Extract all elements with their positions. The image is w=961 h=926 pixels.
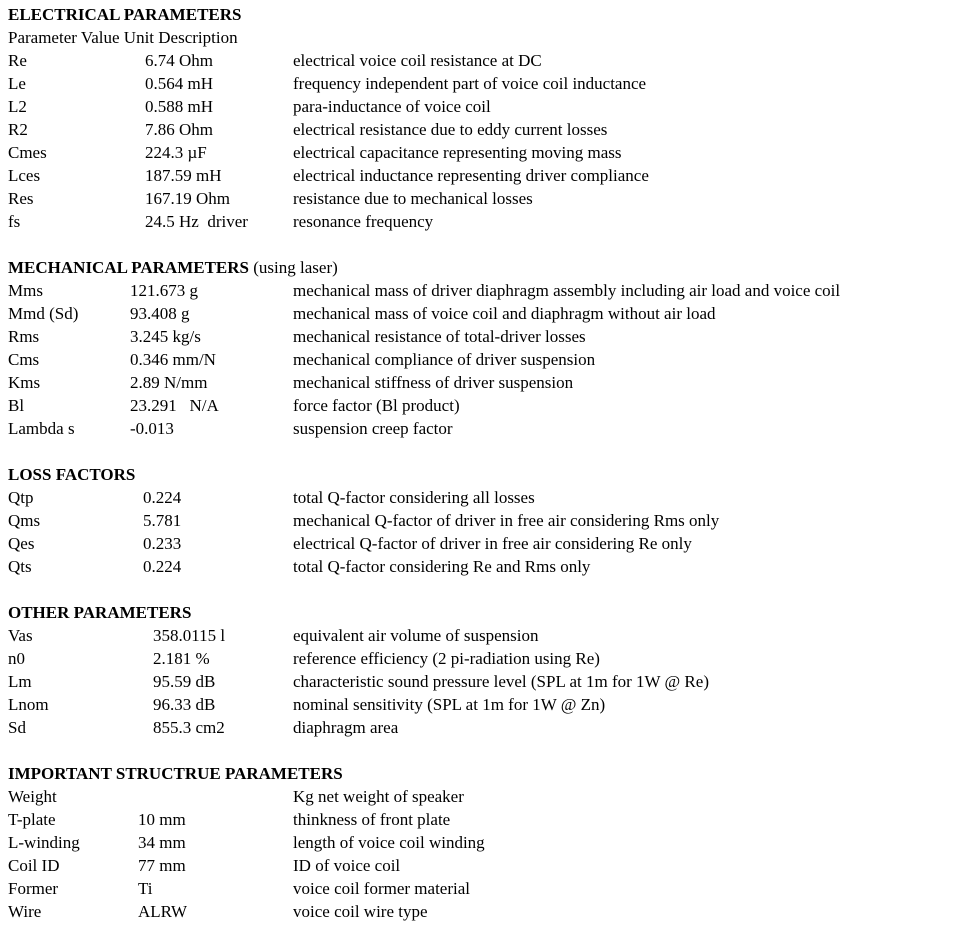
- parameter-value: 2.181 %: [153, 649, 210, 668]
- parameter-name: Bl: [8, 396, 25, 415]
- parameter-name: Lnom: [8, 695, 49, 714]
- parameter-description: mechanical mass of voice coil and diaphragm without air load: [293, 304, 716, 323]
- parameter-name: R2: [8, 120, 28, 139]
- parameter-value: 93.408 g: [130, 304, 190, 323]
- parameter-value: 10 mm: [138, 810, 186, 829]
- parameter-section: [8, 3, 961, 233]
- parameter-value: 34 mm: [138, 833, 186, 852]
- parameter-row: [8, 348, 961, 371]
- parameter-row: [8, 72, 961, 95]
- parameter-name: L2: [8, 97, 27, 116]
- parameter-value: 23.291 N/A: [130, 396, 219, 415]
- parameter-name: Wire: [8, 902, 42, 921]
- section-heading: [8, 3, 961, 26]
- parameter-name: Mmd (Sd): [8, 304, 79, 323]
- parameter-row: [8, 141, 961, 164]
- section-heading: [8, 601, 961, 624]
- parameter-row: [8, 325, 961, 348]
- parameter-section: [8, 601, 961, 739]
- parameter-value: 121.673 g: [130, 281, 198, 300]
- section-title: LOSS FACTORS: [8, 465, 136, 484]
- parameter-value: 0.224: [143, 557, 182, 576]
- parameter-section: [8, 463, 961, 578]
- parameter-description: voice coil wire type: [293, 902, 428, 921]
- section-heading: [8, 463, 961, 486]
- parameter-name: Cms: [8, 350, 40, 369]
- parameter-value: 358.0115 l: [153, 626, 226, 645]
- parameter-value: -0.013: [130, 419, 174, 438]
- parameter-value: 0.224: [143, 488, 182, 507]
- parameter-description: electrical capacitance representing moving mass: [293, 143, 622, 162]
- parameter-row: [8, 118, 961, 141]
- parameter-description: total Q-factor considering Re and Rms only: [293, 557, 591, 576]
- parameter-name: Re: [8, 51, 27, 70]
- parameter-section: [8, 256, 961, 440]
- parameter-row: [8, 532, 961, 555]
- parameter-name: Rms: [8, 327, 40, 346]
- parameter-section: [8, 762, 961, 923]
- column-header: Parameter Value Unit Description: [8, 28, 238, 47]
- parameter-name: Former: [8, 879, 59, 898]
- parameter-name: Qms: [8, 511, 41, 530]
- parameter-name: Qts: [8, 557, 32, 576]
- section-rows: [8, 486, 961, 578]
- parameter-value: 0.588 mH: [145, 97, 213, 116]
- parameter-value: 855.3 cm2: [153, 718, 225, 737]
- parameter-value: 7.86 Ohm: [145, 120, 213, 139]
- parameter-row: [8, 670, 961, 693]
- parameter-row: [8, 900, 961, 923]
- parameter-description: Kg net weight of speaker: [293, 787, 464, 806]
- parameter-description: voice coil former material: [293, 879, 470, 898]
- parameter-name: Lm: [8, 672, 32, 691]
- parameter-description: mechanical Q-factor of driver in free air considering Rms only: [293, 511, 720, 530]
- parameter-value: Ti: [138, 879, 153, 898]
- parameter-description: electrical resistance due to eddy current losses: [293, 120, 608, 139]
- parameter-row: [8, 785, 961, 808]
- parameter-description: ID of voice coil: [293, 856, 401, 875]
- parameter-value: 0.564 mH: [145, 74, 213, 93]
- parameter-name: Coil ID: [8, 856, 60, 875]
- parameter-description: mechanical mass of driver diaphragm assembly including air load and voice coil: [293, 281, 841, 300]
- parameter-row: [8, 371, 961, 394]
- parameter-name: Res: [8, 189, 34, 208]
- parameter-row: [8, 509, 961, 532]
- section-title: ELECTRICAL PARAMETERS: [8, 5, 242, 24]
- parameter-description: para-inductance of voice coil: [293, 97, 491, 116]
- section-heading: [8, 762, 961, 785]
- parameter-row: [8, 279, 961, 302]
- section-heading: [8, 256, 961, 279]
- section-rows: [8, 624, 961, 739]
- parameter-name: T-plate: [8, 810, 56, 829]
- section-title: MECHANICAL PARAMETERS: [8, 258, 250, 277]
- parameter-row: [8, 95, 961, 118]
- parameter-description: electrical Q-factor of driver in free air considering Re only: [293, 534, 692, 553]
- parameter-row: [8, 647, 961, 670]
- parameter-row: [8, 394, 961, 417]
- parameter-value: 2.89 N/mm: [130, 373, 208, 392]
- parameter-description: nominal sensitivity (SPL at 1m for 1W @ Zn): [293, 695, 606, 714]
- parameter-row: [8, 417, 961, 440]
- parameter-description: equivalent air volume of suspension: [293, 626, 539, 645]
- parameter-row: [8, 624, 961, 647]
- parameter-description: resonance frequency: [293, 212, 434, 231]
- parameter-description: total Q-factor considering all losses: [293, 488, 535, 507]
- parameter-description: characteristic sound pressure level (SPL at 1m for 1W @ Re): [293, 672, 709, 691]
- parameter-value: 6.74 Ohm: [145, 51, 213, 70]
- parameter-name: Kms: [8, 373, 41, 392]
- parameter-value: 24.5 Hz driver: [145, 212, 248, 231]
- parameter-name: Qes: [8, 534, 35, 553]
- parameter-description: length of voice coil winding: [293, 833, 485, 852]
- parameter-description: suspension creep factor: [293, 419, 453, 438]
- parameter-name: Cmes: [8, 143, 47, 162]
- parameter-row: [8, 187, 961, 210]
- parameter-value: 224.3 µF: [145, 143, 207, 162]
- section-rows: [8, 785, 961, 923]
- section-title: OTHER PARAMETERS: [8, 603, 192, 622]
- parameter-row: [8, 302, 961, 325]
- parameter-row: [8, 693, 961, 716]
- parameter-value: 3.245 kg/s: [130, 327, 201, 346]
- parameter-description: force factor (Bl product): [293, 396, 460, 415]
- section-title: IMPORTANT STRUCTRUE PARAMETERS: [8, 764, 343, 783]
- parameter-value: 0.346 mm/N: [130, 350, 216, 369]
- parameter-name: Qtp: [8, 488, 34, 507]
- parameter-row: [8, 49, 961, 72]
- parameter-name: Le: [8, 74, 26, 93]
- section-rows: [8, 279, 961, 440]
- parameter-row: [8, 486, 961, 509]
- parameter-description: frequency independent part of voice coil inductance: [293, 74, 647, 93]
- parameter-name: fs: [8, 212, 21, 231]
- section-rows: [8, 49, 961, 233]
- parameter-row: [8, 831, 961, 854]
- speaker-parameters-document: [8, 3, 961, 923]
- parameter-description: resistance due to mechanical losses: [293, 189, 533, 208]
- parameter-value: 95.59 dB: [153, 672, 216, 691]
- parameter-name: Mms: [8, 281, 43, 300]
- parameter-name: Lces: [8, 166, 41, 185]
- parameter-description: electrical voice coil resistance at DC: [293, 51, 542, 70]
- parameter-description: reference efficiency (2 pi-radiation using Re): [293, 649, 600, 668]
- parameter-description: mechanical resistance of total-driver losses: [293, 327, 586, 346]
- parameter-row: [8, 555, 961, 578]
- parameter-name: L-winding: [8, 833, 80, 852]
- parameter-row: [8, 854, 961, 877]
- parameter-row: [8, 210, 961, 233]
- section-title-suffix: (using laser): [249, 258, 338, 277]
- parameter-row: [8, 164, 961, 187]
- parameter-value: 5.781: [143, 511, 182, 530]
- parameter-description: mechanical stiffness of driver suspension: [293, 373, 574, 392]
- parameter-description: mechanical compliance of driver suspension: [293, 350, 596, 369]
- parameter-value: 96.33 dB: [153, 695, 216, 714]
- parameter-value: 187.59 mH: [145, 166, 222, 185]
- parameter-row: [8, 877, 961, 900]
- parameter-value: 167.19 Ohm: [145, 189, 230, 208]
- parameter-row: [8, 808, 961, 831]
- parameter-description: diaphragm area: [293, 718, 399, 737]
- parameter-value: ALRW: [138, 902, 188, 921]
- parameter-name: Lambda s: [8, 419, 75, 438]
- parameter-name: Weight: [8, 787, 57, 806]
- parameter-row: [8, 716, 961, 739]
- parameter-name: n0: [8, 649, 25, 668]
- parameter-value: 0.233: [143, 534, 182, 553]
- parameter-name: Sd: [8, 718, 26, 737]
- parameter-name: Vas: [8, 626, 33, 645]
- parameter-value: 77 mm: [138, 856, 186, 875]
- parameter-value: [138, 785, 293, 808]
- parameter-description: electrical inductance representing driver compliance: [293, 166, 649, 185]
- parameter-description: thinkness of front plate: [293, 810, 451, 829]
